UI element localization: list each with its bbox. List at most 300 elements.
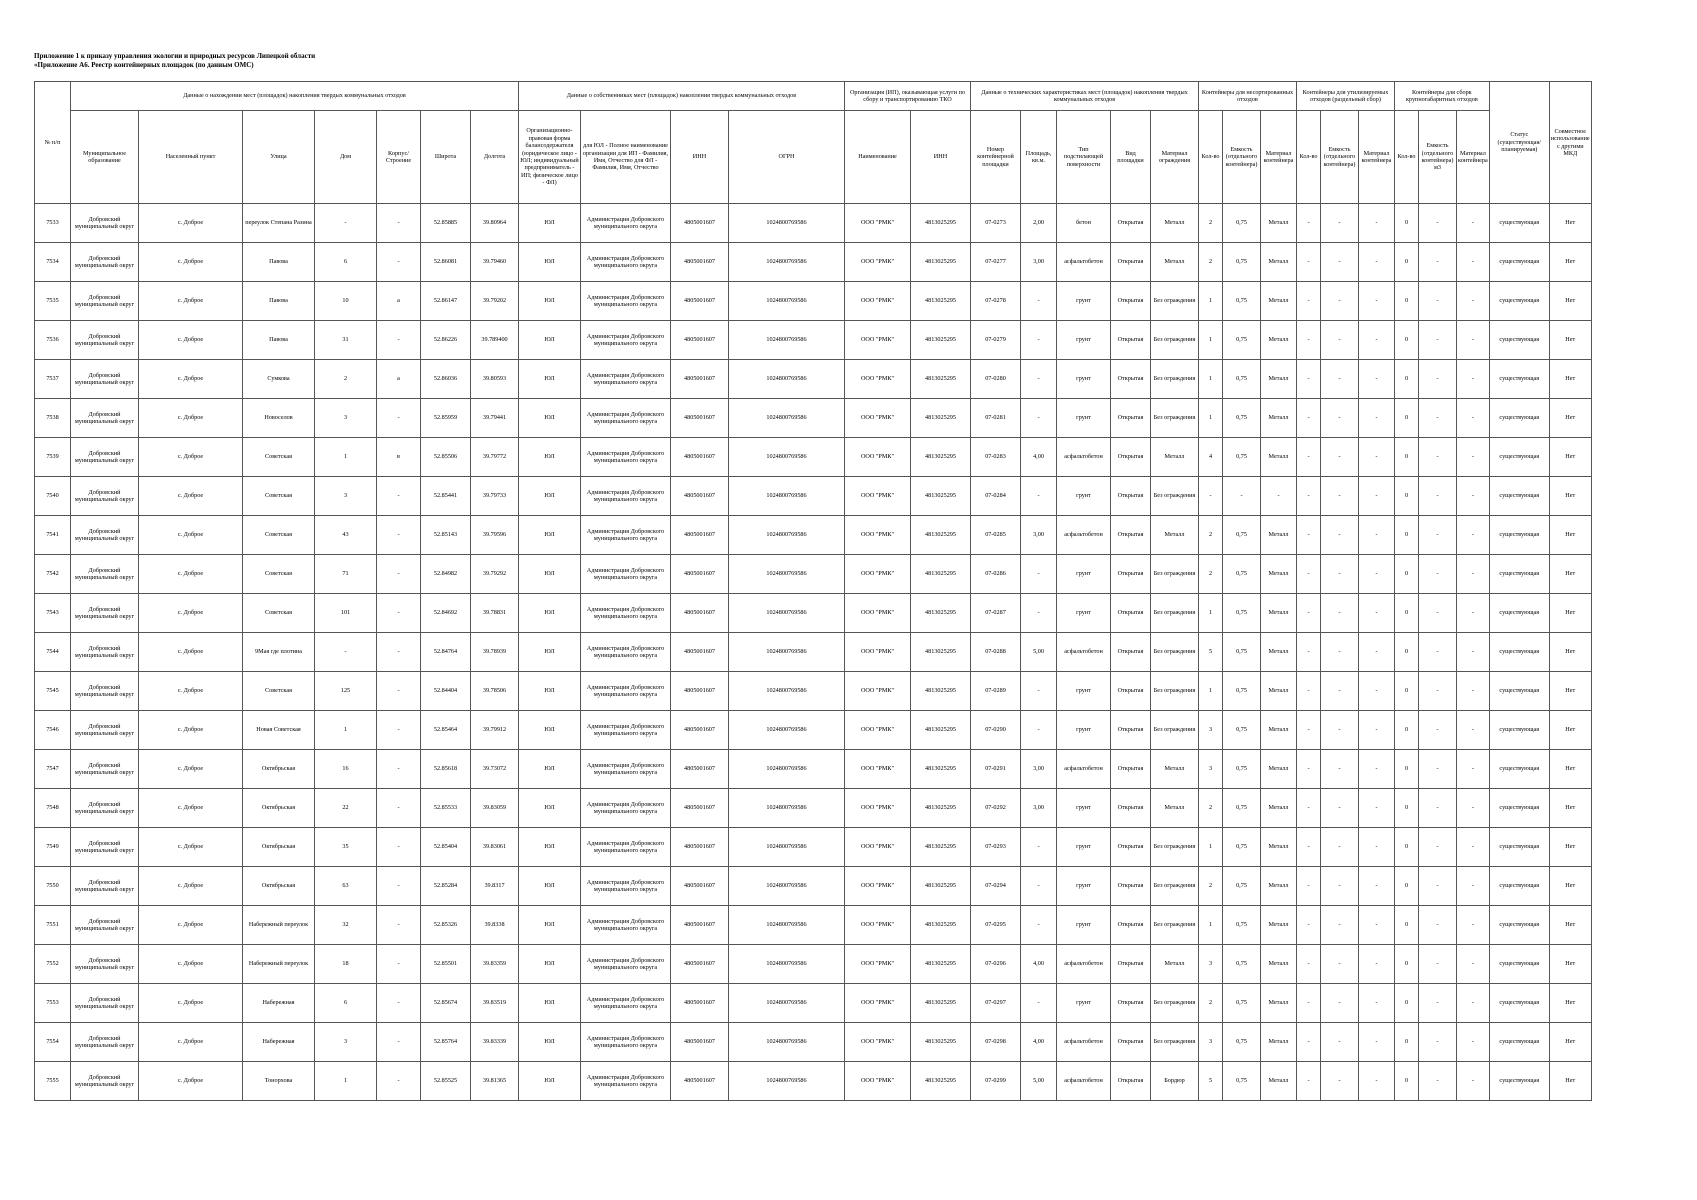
cell-operator-name: ООО "РМК" <box>845 1062 911 1101</box>
cell-operator-name: ООО "РМК" <box>845 867 911 906</box>
cell-operator-name: ООО "РМК" <box>845 594 911 633</box>
cell-owner-name: Администрация Добровского муниципального округа <box>581 1023 671 1062</box>
cell-owner-name: Администрация Добровского муниципального округа <box>581 477 671 516</box>
cell-building: - <box>377 672 421 711</box>
table-row <box>35 438 1592 477</box>
cell-recyclable-count: - <box>1297 516 1321 555</box>
cell-owner-name: Администрация Добровского муниципального округа <box>581 789 671 828</box>
cell-operator-name: ООО "РМК" <box>845 711 911 750</box>
cell-recyclable-count: - <box>1297 1023 1321 1062</box>
cell-operator-inn: 4813025295 <box>911 204 971 243</box>
cell-fence: Без ограждения <box>1151 594 1199 633</box>
cell-operator-name: ООО "РМК" <box>845 906 911 945</box>
cell-operator-name: ООО "РМК" <box>845 789 911 828</box>
cell-unsorted-volume: 0,75 <box>1223 321 1261 360</box>
table-row <box>35 321 1592 360</box>
cell-status: существующая <box>1489 516 1549 555</box>
cell-fence: Без ограждения <box>1151 984 1199 1023</box>
cell-unsorted-material: Металл <box>1261 828 1297 867</box>
cell-house: - <box>315 633 377 672</box>
cell-site-no: 07-0290 <box>971 711 1021 750</box>
cell-area: - <box>1021 321 1057 360</box>
cell-building: - <box>377 984 421 1023</box>
cell-recyclable-volume: - <box>1321 867 1359 906</box>
cell-unsorted-count: 4 <box>1199 438 1223 477</box>
cell-status: существующая <box>1489 633 1549 672</box>
cell-unsorted-material: Металл <box>1261 906 1297 945</box>
cell-site-no: 07-0295 <box>971 906 1021 945</box>
cell-unsorted-count: 1 <box>1199 672 1223 711</box>
cell-ogrn: 1024800769586 <box>729 1062 845 1101</box>
cell-status: существующая <box>1489 555 1549 594</box>
cell-num: 7550 <box>35 867 71 906</box>
cell-settlement: с. Доброе <box>139 750 243 789</box>
cell-ogrn: 1024800769586 <box>729 945 845 984</box>
cell-operator-name: ООО "РМК" <box>845 243 911 282</box>
cell-ogrn: 1024800769586 <box>729 477 845 516</box>
cell-settlement: с. Доброе <box>139 399 243 438</box>
cell-municipality: Добровский муниципальный округ <box>71 711 139 750</box>
cell-legal-form: ЮЛ <box>519 438 581 477</box>
cell-municipality: Добровский муниципальный округ <box>71 828 139 867</box>
cell-status: существующая <box>1489 282 1549 321</box>
cell-shared: Нет <box>1549 399 1591 438</box>
cell-bulky-volume: - <box>1419 516 1457 555</box>
cell-municipality: Добровский муниципальный округ <box>71 594 139 633</box>
cell-street: Тонорхова <box>243 1062 315 1101</box>
cell-inn: 4805001607 <box>671 672 729 711</box>
cell-status: существующая <box>1489 477 1549 516</box>
cell-shared: Нет <box>1549 906 1591 945</box>
cell-unsorted-volume: 0,75 <box>1223 828 1261 867</box>
cell-inn: 4805001607 <box>671 399 729 438</box>
cell-owner-name: Администрация Добровского муниципального округа <box>581 945 671 984</box>
cell-street: Набережная <box>243 1023 315 1062</box>
cell-inn: 4805001607 <box>671 555 729 594</box>
cell-recyclable-volume: - <box>1321 1023 1359 1062</box>
cell-lon: 39.83519 <box>471 984 519 1023</box>
cell-num: 7533 <box>35 204 71 243</box>
cell-operator-inn: 4813025295 <box>911 633 971 672</box>
cell-num: 7534 <box>35 243 71 282</box>
cell-building: - <box>377 789 421 828</box>
cell-recyclable-material: - <box>1359 906 1395 945</box>
cell-operator-name: ООО "РМК" <box>845 1023 911 1062</box>
cell-bulky-material: - <box>1457 555 1490 594</box>
cell-house: 6 <box>315 243 377 282</box>
cell-building: - <box>377 1062 421 1101</box>
col-surface: Тип подстилающей поверхности <box>1057 111 1111 204</box>
group-tech: Данные о технических характеристиках мест (площадок) накопления твердых коммунальных отходов <box>971 82 1199 111</box>
container-sites-registry-table <box>34 81 1592 1101</box>
cell-owner-name: Администрация Добровского муниципального округа <box>581 204 671 243</box>
cell-surface: асфальтобетон <box>1057 750 1111 789</box>
cell-site-type: Открытая <box>1111 555 1151 594</box>
table-row <box>35 477 1592 516</box>
cell-area: 3,00 <box>1021 516 1057 555</box>
cell-operator-name: ООО "РМК" <box>845 477 911 516</box>
cell-settlement: с. Доброе <box>139 984 243 1023</box>
cell-recyclable-count: - <box>1297 945 1321 984</box>
cell-recyclable-volume: - <box>1321 906 1359 945</box>
cell-recyclable-volume: - <box>1321 828 1359 867</box>
cell-unsorted-volume: 0,75 <box>1223 360 1261 399</box>
cell-num: 7545 <box>35 672 71 711</box>
table-row <box>35 399 1592 438</box>
cell-bulky-material: - <box>1457 906 1490 945</box>
cell-owner-name: Администрация Добровского муниципального округа <box>581 633 671 672</box>
cell-settlement: с. Доброе <box>139 594 243 633</box>
cell-unsorted-count: 2 <box>1199 984 1223 1023</box>
cell-site-no: 07-0296 <box>971 945 1021 984</box>
cell-num: 7535 <box>35 282 71 321</box>
cell-unsorted-material: Металл <box>1261 867 1297 906</box>
cell-building: - <box>377 555 421 594</box>
table-row <box>35 984 1592 1023</box>
cell-unsorted-count: 1 <box>1199 360 1223 399</box>
col-recyclable-count: Кол-во <box>1297 111 1321 204</box>
cell-site-type: Открытая <box>1111 789 1151 828</box>
cell-inn: 4805001607 <box>671 282 729 321</box>
table-row <box>35 945 1592 984</box>
cell-owner-name: Администрация Добровского муниципального округа <box>581 828 671 867</box>
cell-area: 3,00 <box>1021 789 1057 828</box>
cell-bulky-count: 0 <box>1395 516 1419 555</box>
cell-recyclable-count: - <box>1297 399 1321 438</box>
cell-recyclable-material: - <box>1359 438 1395 477</box>
cell-status: существующая <box>1489 828 1549 867</box>
cell-bulky-material: - <box>1457 516 1490 555</box>
cell-status: существующая <box>1489 1023 1549 1062</box>
cell-house: 71 <box>315 555 377 594</box>
cell-site-type: Открытая <box>1111 906 1151 945</box>
cell-bulky-count: 0 <box>1395 945 1419 984</box>
cell-status: существующая <box>1489 399 1549 438</box>
cell-building: а <box>377 282 421 321</box>
cell-building: - <box>377 1023 421 1062</box>
cell-site-no: 07-0279 <box>971 321 1021 360</box>
cell-street: Павова <box>243 282 315 321</box>
cell-shared: Нет <box>1549 594 1591 633</box>
cell-num: 7553 <box>35 984 71 1023</box>
cell-lon: 39.79460 <box>471 243 519 282</box>
cell-shared: Нет <box>1549 360 1591 399</box>
column-header-row <box>35 111 1592 204</box>
cell-operator-inn: 4813025295 <box>911 750 971 789</box>
cell-site-type: Открытая <box>1111 672 1151 711</box>
cell-bulky-volume: - <box>1419 828 1457 867</box>
cell-lat: 52.85501 <box>421 945 471 984</box>
cell-legal-form: ЮЛ <box>519 984 581 1023</box>
cell-ogrn: 1024800769586 <box>729 828 845 867</box>
cell-bulky-count: 0 <box>1395 711 1419 750</box>
cell-area: 2,00 <box>1021 204 1057 243</box>
cell-settlement: с. Доброе <box>139 360 243 399</box>
cell-unsorted-volume: 0,75 <box>1223 633 1261 672</box>
col-settlement: Населенный пункт <box>139 111 243 204</box>
cell-status: существующая <box>1489 321 1549 360</box>
cell-area: 5,00 <box>1021 1062 1057 1101</box>
cell-site-type: Открытая <box>1111 360 1151 399</box>
cell-unsorted-material: Металл <box>1261 1023 1297 1062</box>
cell-recyclable-volume: - <box>1321 243 1359 282</box>
cell-operator-inn: 4813025295 <box>911 789 971 828</box>
document-header <box>34 52 315 70</box>
cell-building: - <box>377 945 421 984</box>
cell-unsorted-volume: 0,75 <box>1223 594 1261 633</box>
cell-lat: 52.85764 <box>421 1023 471 1062</box>
cell-ogrn: 1024800769586 <box>729 789 845 828</box>
cell-operator-inn: 4813025295 <box>911 672 971 711</box>
cell-house: 31 <box>315 321 377 360</box>
cell-status: существующая <box>1489 243 1549 282</box>
col-lat: Широта <box>421 111 471 204</box>
cell-surface: асфальтобетон <box>1057 633 1111 672</box>
cell-fence: Без ограждения <box>1151 828 1199 867</box>
cell-bulky-material: - <box>1457 633 1490 672</box>
cell-municipality: Добровский муниципальный округ <box>71 789 139 828</box>
cell-unsorted-volume: 0,75 <box>1223 438 1261 477</box>
cell-operator-inn: 4813025295 <box>911 906 971 945</box>
cell-unsorted-volume: 0,75 <box>1223 1062 1261 1101</box>
cell-house: 1 <box>315 711 377 750</box>
cell-fence: Металл <box>1151 945 1199 984</box>
cell-operator-name: ООО "РМК" <box>845 633 911 672</box>
cell-street: переулок Степана Разина <box>243 204 315 243</box>
cell-num: 7543 <box>35 594 71 633</box>
cell-lon: 39.83359 <box>471 945 519 984</box>
cell-shared: Нет <box>1549 243 1591 282</box>
cell-building: а <box>377 360 421 399</box>
cell-owner-name: Администрация Добровского муниципального округа <box>581 906 671 945</box>
cell-bulky-count: 0 <box>1395 243 1419 282</box>
cell-house: 3 <box>315 1023 377 1062</box>
cell-site-no: 07-0278 <box>971 282 1021 321</box>
cell-status: существующая <box>1489 672 1549 711</box>
cell-lat: 52.85326 <box>421 906 471 945</box>
cell-surface: грунт <box>1057 789 1111 828</box>
cell-shared: Нет <box>1549 555 1591 594</box>
col-recyclable-volume: Емкость (отдельного контейнера) <box>1321 111 1359 204</box>
cell-house: 18 <box>315 945 377 984</box>
cell-building: - <box>377 828 421 867</box>
cell-unsorted-material: Металл <box>1261 204 1297 243</box>
cell-area: - <box>1021 867 1057 906</box>
cell-building: в <box>377 438 421 477</box>
cell-num: 7552 <box>35 945 71 984</box>
cell-settlement: с. Доброе <box>139 438 243 477</box>
col-ogrn: ОГРН <box>729 111 845 204</box>
cell-bulky-count: 0 <box>1395 906 1419 945</box>
cell-recyclable-material: - <box>1359 243 1395 282</box>
cell-unsorted-volume: 0,75 <box>1223 204 1261 243</box>
cell-municipality: Добровский муниципальный округ <box>71 243 139 282</box>
cell-unsorted-material: Металл <box>1261 789 1297 828</box>
cell-recyclable-count: - <box>1297 1062 1321 1101</box>
cell-recyclable-count: - <box>1297 828 1321 867</box>
cell-bulky-material: - <box>1457 984 1490 1023</box>
cell-fence: Металл <box>1151 516 1199 555</box>
cell-surface: асфальтобетон <box>1057 1062 1111 1101</box>
cell-status: существующая <box>1489 438 1549 477</box>
cell-shared: Нет <box>1549 945 1591 984</box>
cell-operator-inn: 4813025295 <box>911 945 971 984</box>
cell-inn: 4805001607 <box>671 204 729 243</box>
cell-shared: Нет <box>1549 789 1591 828</box>
cell-shared: Нет <box>1549 984 1591 1023</box>
cell-ogrn: 1024800769586 <box>729 594 845 633</box>
cell-site-no: 07-0280 <box>971 360 1021 399</box>
cell-legal-form: ЮЛ <box>519 360 581 399</box>
cell-ogrn: 1024800769586 <box>729 633 845 672</box>
cell-inn: 4805001607 <box>671 633 729 672</box>
cell-settlement: с. Доброе <box>139 282 243 321</box>
cell-bulky-volume: - <box>1419 1062 1457 1101</box>
cell-owner-name: Администрация Добровского муниципального округа <box>581 672 671 711</box>
cell-operator-inn: 4813025295 <box>911 1023 971 1062</box>
cell-settlement: с. Доброе <box>139 867 243 906</box>
cell-municipality: Добровский муниципальный округ <box>71 945 139 984</box>
cell-house: 16 <box>315 750 377 789</box>
table-row <box>35 633 1592 672</box>
cell-lat: 52.85441 <box>421 477 471 516</box>
cell-lat: 52.85525 <box>421 1062 471 1101</box>
cell-lon: 39.79733 <box>471 477 519 516</box>
cell-operator-name: ООО "РМК" <box>845 321 911 360</box>
cell-operator-name: ООО "РМК" <box>845 672 911 711</box>
cell-unsorted-volume: 0,75 <box>1223 672 1261 711</box>
cell-inn: 4805001607 <box>671 789 729 828</box>
cell-recyclable-volume: - <box>1321 438 1359 477</box>
cell-site-type: Открытая <box>1111 945 1151 984</box>
cell-house: - <box>315 204 377 243</box>
cell-surface: грунт <box>1057 984 1111 1023</box>
cell-unsorted-volume: 0,75 <box>1223 789 1261 828</box>
cell-operator-name: ООО "РМК" <box>845 984 911 1023</box>
cell-area: 5,00 <box>1021 633 1057 672</box>
cell-inn: 4805001607 <box>671 711 729 750</box>
cell-recyclable-material: - <box>1359 516 1395 555</box>
cell-site-type: Открытая <box>1111 321 1151 360</box>
cell-ogrn: 1024800769586 <box>729 672 845 711</box>
cell-recyclable-volume: - <box>1321 711 1359 750</box>
table-row <box>35 555 1592 594</box>
table-row <box>35 1023 1592 1062</box>
cell-bulky-volume: - <box>1419 555 1457 594</box>
cell-area: - <box>1021 399 1057 438</box>
cell-bulky-count: 0 <box>1395 750 1419 789</box>
cell-site-type: Открытая <box>1111 438 1151 477</box>
cell-status: существующая <box>1489 867 1549 906</box>
cell-site-no: 07-0285 <box>971 516 1021 555</box>
cell-operator-inn: 4813025295 <box>911 594 971 633</box>
col-fence: Материал ограждения <box>1151 111 1199 204</box>
col-shared: Совместное использование с другими МКД <box>1549 82 1591 204</box>
cell-bulky-volume: - <box>1419 438 1457 477</box>
cell-unsorted-material: Металл <box>1261 360 1297 399</box>
cell-site-no: 07-0287 <box>971 594 1021 633</box>
cell-site-no: 07-0286 <box>971 555 1021 594</box>
cell-lat: 52.85404 <box>421 828 471 867</box>
cell-lon: 39.78506 <box>471 672 519 711</box>
col-municipality: Муниципальное образование <box>71 111 139 204</box>
cell-ogrn: 1024800769586 <box>729 282 845 321</box>
cell-area: - <box>1021 360 1057 399</box>
cell-status: существующая <box>1489 945 1549 984</box>
cell-municipality: Добровский муниципальный округ <box>71 867 139 906</box>
cell-num: 7538 <box>35 399 71 438</box>
cell-building: - <box>377 594 421 633</box>
cell-street: Павова <box>243 321 315 360</box>
cell-ogrn: 1024800769586 <box>729 399 845 438</box>
cell-street: Набережный переулок <box>243 945 315 984</box>
cell-lon: 39.83059 <box>471 789 519 828</box>
cell-site-type: Открытая <box>1111 204 1151 243</box>
cell-bulky-volume: - <box>1419 321 1457 360</box>
cell-recyclable-material: - <box>1359 1023 1395 1062</box>
cell-operator-name: ООО "РМК" <box>845 204 911 243</box>
cell-fence: Металл <box>1151 750 1199 789</box>
col-bulky-volume: Емкость (отдельного контейнера) м3 <box>1419 111 1457 204</box>
table-row <box>35 282 1592 321</box>
cell-house: 43 <box>315 516 377 555</box>
cell-building: - <box>377 711 421 750</box>
cell-unsorted-material: Металл <box>1261 243 1297 282</box>
col-unsorted-material: Материал контейнера <box>1261 111 1297 204</box>
cell-num: 7548 <box>35 789 71 828</box>
cell-site-no: 07-0294 <box>971 867 1021 906</box>
cell-fence: Без ограждения <box>1151 555 1199 594</box>
cell-owner-name: Администрация Добровского муниципального округа <box>581 555 671 594</box>
cell-status: существующая <box>1489 360 1549 399</box>
col-area: Площадь, кв.м. <box>1021 111 1057 204</box>
cell-ogrn: 1024800769586 <box>729 750 845 789</box>
cell-num: 7544 <box>35 633 71 672</box>
cell-fence: Без ограждения <box>1151 477 1199 516</box>
cell-building: - <box>377 867 421 906</box>
cell-settlement: с. Доброе <box>139 321 243 360</box>
group-bulky: Контейнеры для сборк крупногабаритных отходов <box>1395 82 1490 111</box>
col-house: Дом <box>315 111 377 204</box>
cell-operator-inn: 4813025295 <box>911 477 971 516</box>
cell-owner-name: Администрация Добровского муниципального округа <box>581 711 671 750</box>
cell-surface: грунт <box>1057 906 1111 945</box>
cell-num: 7547 <box>35 750 71 789</box>
cell-bulky-count: 0 <box>1395 672 1419 711</box>
cell-bulky-volume: - <box>1419 867 1457 906</box>
cell-legal-form: ЮЛ <box>519 321 581 360</box>
cell-surface: грунт <box>1057 828 1111 867</box>
cell-lat: 52.85959 <box>421 399 471 438</box>
cell-surface: грунт <box>1057 867 1111 906</box>
cell-ogrn: 1024800769586 <box>729 204 845 243</box>
cell-bulky-material: - <box>1457 828 1490 867</box>
table-row <box>35 1062 1592 1101</box>
cell-surface: грунт <box>1057 594 1111 633</box>
cell-settlement: с. Доброе <box>139 828 243 867</box>
cell-house: 6 <box>315 984 377 1023</box>
cell-street: Советская <box>243 516 315 555</box>
col-status: Статус (существующая/ планируемая) <box>1489 82 1549 204</box>
cell-lon: 39.81365 <box>471 1062 519 1101</box>
cell-house: 22 <box>315 789 377 828</box>
cell-area: - <box>1021 477 1057 516</box>
cell-unsorted-material: Металл <box>1261 555 1297 594</box>
cell-recyclable-volume: - <box>1321 594 1359 633</box>
cell-unsorted-count: 3 <box>1199 711 1223 750</box>
cell-legal-form: ЮЛ <box>519 906 581 945</box>
col-recyclable-material: Материал контейнера <box>1359 111 1395 204</box>
